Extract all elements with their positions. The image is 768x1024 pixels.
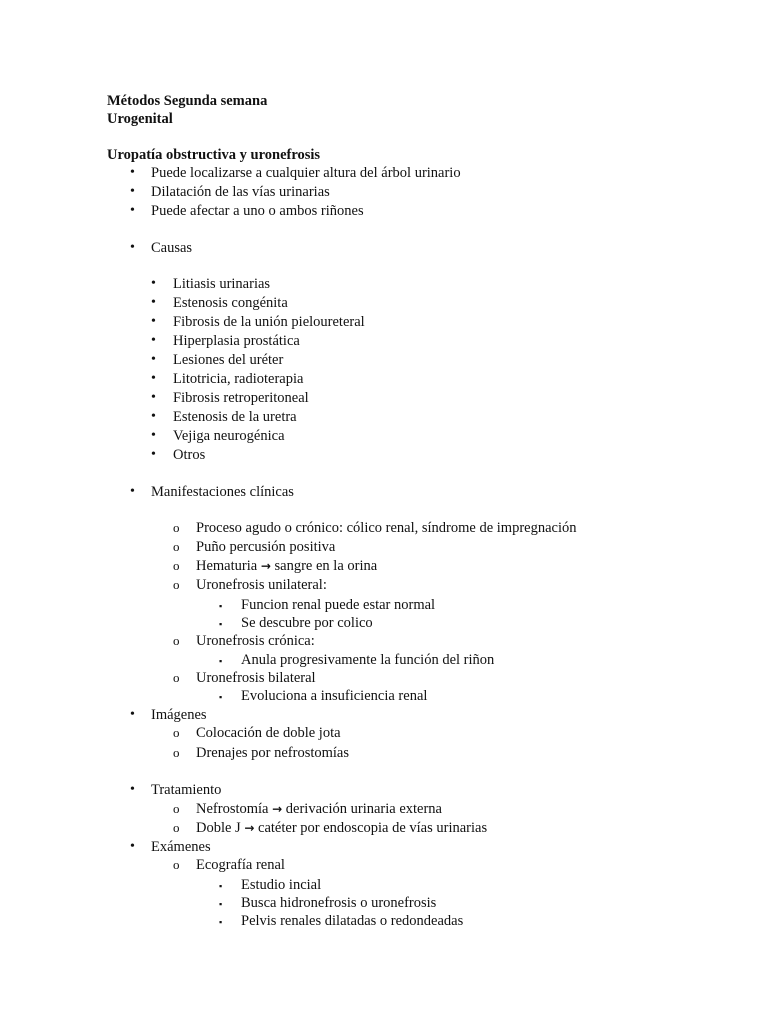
list-item: Hiperplasia prostática bbox=[173, 333, 300, 349]
list-item: Drenajes por nefrostomías bbox=[196, 745, 350, 761]
list-item: Ecografía renal bbox=[196, 857, 285, 873]
document-subtitle: Urogenital bbox=[107, 111, 173, 127]
document-title: Métodos Segunda semana bbox=[107, 93, 268, 109]
section-heading: Uropatía obstructiva y uronefrosis bbox=[107, 147, 321, 163]
list-item: Doble J → catéter por endoscopia de vías urinarias bbox=[196, 820, 488, 836]
list-item: Busca hidronefrosis o uronefrosis bbox=[241, 895, 437, 911]
arrow-right-icon: → bbox=[272, 802, 283, 816]
list-item: Manifestaciones clínicas bbox=[151, 484, 294, 500]
list-item: Fibrosis retroperitoneal bbox=[173, 390, 309, 406]
list-item: Nefrostomía → derivación urinaria externa bbox=[196, 801, 442, 817]
list-item: Estenosis congénita bbox=[173, 295, 288, 311]
list-item: Se descubre por colico bbox=[241, 615, 373, 631]
list-item: Litotricia, radioterapia bbox=[173, 371, 304, 387]
list-item: Uronefrosis crónica: bbox=[196, 633, 315, 649]
list-item: Litiasis urinarias bbox=[173, 276, 271, 292]
list-item: Puede afectar a uno o ambos riñones bbox=[151, 203, 364, 219]
list-item: Causas bbox=[151, 240, 193, 256]
list-item: Puede localizarse a cualquier altura del árbol urinario bbox=[151, 165, 461, 181]
list-item: Uronefrosis unilateral: bbox=[196, 577, 327, 593]
list-item: Hematuria → sangre en la orina bbox=[196, 558, 378, 574]
list-item: Exámenes bbox=[151, 839, 211, 855]
list-item: Otros bbox=[173, 447, 206, 463]
list-item: Funcion renal puede estar normal bbox=[241, 597, 436, 613]
list-item: Tratamiento bbox=[151, 782, 222, 798]
list-item: Estenosis de la uretra bbox=[173, 409, 297, 425]
list-item: Proceso agudo o crónico: cólico renal, síndrome de impregnación bbox=[196, 520, 577, 536]
list-item: Dilatación de las vías urinarias bbox=[151, 184, 330, 200]
list-item: Uronefrosis bilateral bbox=[196, 670, 316, 686]
list-item: Lesiones del uréter bbox=[173, 352, 284, 368]
list-item: Vejiga neurogénica bbox=[173, 428, 285, 444]
list-item: Puño percusión positiva bbox=[196, 539, 336, 555]
arrow-right-icon: → bbox=[244, 821, 255, 835]
list-item: Estudio incial bbox=[241, 877, 322, 893]
list-item: Colocación de doble jota bbox=[196, 725, 341, 741]
list-item: Imágenes bbox=[151, 707, 207, 723]
arrow-right-icon: → bbox=[260, 559, 271, 573]
list-item: Evoluciona a insuficiencia renal bbox=[241, 688, 428, 704]
list-item: Fibrosis de la unión pieloureteral bbox=[173, 314, 365, 330]
list-item: Anula progresivamente la función del riñon bbox=[241, 652, 495, 668]
list-item: Pelvis renales dilatadas o redondeadas bbox=[241, 913, 464, 929]
